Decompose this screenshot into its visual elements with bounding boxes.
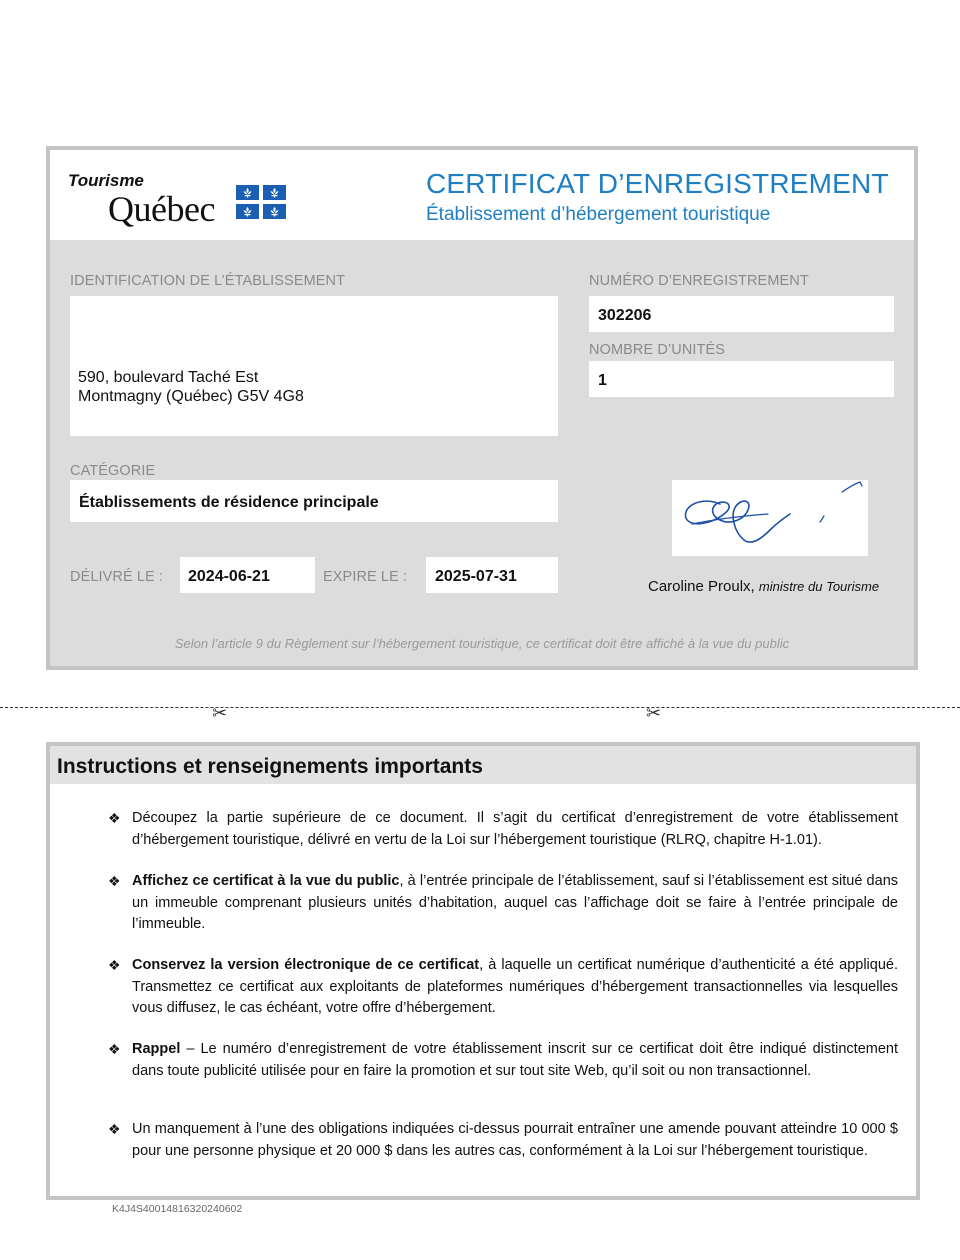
issued-label: DÉLIVRÉ LE :	[70, 569, 164, 585]
instruction-item	[132, 871, 898, 936]
address-line-2: Montmagny (Québec) G5V 4G8	[78, 388, 304, 405]
instruction-text: , à laquelle un certificat numérique d’authenticité a été appliqué. Transmettez ce certificat aux exploitants de plateformes numériques d’hébergement transactionnelles via lesquelles vous diffusez, le cas échéant, votre offre d’hébergement.	[132, 957, 898, 1016]
logo-quebec-text: Québec	[108, 189, 215, 229]
instructions-header	[50, 746, 916, 784]
signer-person: Caroline Proulx	[648, 578, 751, 595]
registration-number-label: NUMÉRO D’ENREGISTREMENT	[589, 273, 809, 289]
bullet-icon: ❖	[108, 957, 121, 973]
certificate-title: CERTIFICAT D’ENREGISTREMENT	[426, 168, 889, 199]
instructions-panel	[46, 742, 920, 1200]
instruction-item	[132, 1039, 898, 1082]
signature-image	[672, 480, 868, 556]
scissors-icon: ✂	[646, 703, 662, 723]
signer-separator: ,	[750, 578, 759, 595]
instructions-title: Instructions et renseignements importants	[57, 755, 483, 778]
signer-name	[648, 578, 879, 595]
quebec-flag-icon	[236, 185, 286, 219]
units-box	[589, 361, 894, 397]
signer-title: ministre du Tourisme	[758, 579, 880, 594]
instruction-text: Un manquement à l’une des obligations indiquées ci-dessus pourrait entraîner une amende pouvant atteindre 10 000 $ pour une personne physique et 20 000 $ dans les autres cas, conformément à la Loi sur l’hébergement touristique.	[132, 1121, 898, 1159]
instruction-bold: Conservez la version électronique de ce certificat	[132, 957, 480, 973]
category-label: CATÉGORIE	[70, 463, 156, 479]
address-line-1: 590, boulevard Taché Est	[78, 369, 259, 386]
registration-number-value: 302206	[598, 307, 652, 324]
cut-line	[0, 707, 960, 708]
certificate-subtitle: Établissement d’hébergement touristique	[426, 204, 771, 225]
units-value: 1	[598, 372, 607, 389]
category-value: Établissements de résidence principale	[79, 494, 379, 511]
instruction-item	[132, 808, 898, 851]
expires-label: EXPIRE LE :	[323, 569, 408, 585]
issued-value: 2024-06-21	[188, 568, 270, 585]
logo-tourisme-text: Tourisme	[68, 171, 144, 190]
scissors-icon: ✂	[212, 703, 228, 723]
bullet-icon: ❖	[108, 1041, 121, 1057]
address-box	[70, 296, 558, 436]
certificate-panel	[46, 146, 918, 670]
establishment-address	[78, 368, 304, 406]
units-label: NOMBRE D’UNITÉS	[589, 342, 726, 358]
expires-value: 2025-07-31	[435, 568, 517, 585]
bullet-icon: ❖	[108, 1121, 121, 1137]
instruction-text: Découpez la partie supérieure de ce document. Il s’agit du certificat d’enregistrement de votre établissement d’hébergement touristique, délivré en vertu de la Loi sur l’hébergement touristique (RLRQ, chapitre H-1.01).	[132, 810, 898, 848]
display-notice: Selon l’article 9 du Règlement sur l’hébergement touristique, ce certificat doit être affiché à la vue du public	[174, 636, 790, 651]
instruction-text: , à l’entrée principale de l’établissement, sauf si l’établissement est situé dans un immeuble comprenant plusieurs unités d’habitation, auquel cas l’affichage doit se faire à l’entrée principale de l’immeuble.	[132, 873, 899, 932]
bullet-icon: ❖	[108, 810, 121, 826]
instruction-item	[132, 1119, 898, 1162]
identification-label: IDENTIFICATION DE L’ÉTABLISSEMENT	[70, 273, 346, 289]
instruction-text: – Le numéro d’enregistrement de votre établissement inscrit sur ce certificat doit être indiqué distinctement dans toute publicité utilisée pour en faire la promotion et sur tout site Web, qu’il soit ou non transactionnel.	[132, 1041, 898, 1079]
bullet-icon: ❖	[108, 873, 121, 889]
instruction-item	[132, 955, 898, 1020]
certificate-header	[50, 150, 914, 240]
document-code: K4J4S40014816320240602	[112, 1203, 243, 1215]
instruction-bold: Rappel	[132, 1041, 181, 1057]
instruction-bold: Affichez ce certificat à la vue du public	[132, 873, 400, 889]
